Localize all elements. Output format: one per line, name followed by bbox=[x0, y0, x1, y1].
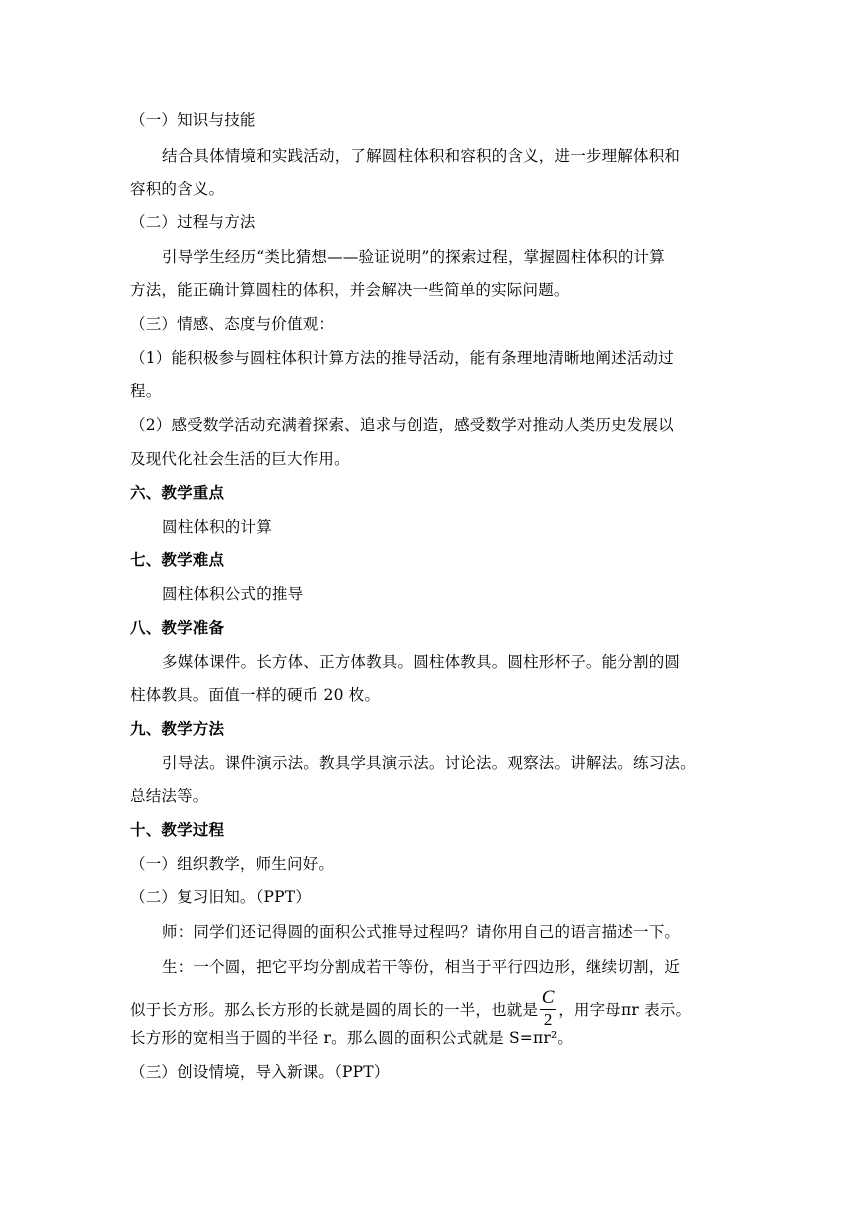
subsection-organize: （一）组织教学，师生问好。 bbox=[130, 855, 335, 873]
subsection-emotion-values: （三）情感、态度与价值观： bbox=[130, 315, 335, 333]
paragraph-line: 引导法。课件演示法。教具学具演示法。讨论法。观察法。讲解法。练习法。 bbox=[162, 754, 696, 772]
paragraph-line: 师：同学们还记得圆的面积公式推导过程吗？请你用自己的语言描述一下。 bbox=[162, 923, 681, 941]
subsection-process-methods: （二）过程与方法 bbox=[130, 213, 256, 231]
fraction-numerator: C bbox=[541, 987, 555, 1008]
heading-teaching-focus: 六、教学重点 bbox=[130, 484, 225, 502]
paragraph-line: 圆柱体积公式的推导 bbox=[162, 585, 304, 603]
paragraph-line: 及现代化社会生活的巨大作用。 bbox=[130, 450, 350, 468]
paragraph-line: 总结法等。 bbox=[130, 787, 209, 805]
paragraph-line: 程。 bbox=[130, 382, 162, 400]
heading-teaching-preparation: 八、教学准备 bbox=[130, 619, 225, 637]
paragraph-line: 方法，能正确计算圆柱的体积，并会解决一些简单的实际问题。 bbox=[130, 281, 570, 299]
text-segment: 似于长方形。那么长方形的长就是圆的周长的一半，也就是 bbox=[130, 1001, 539, 1019]
paragraph-line: 柱体教具。面值一样的硬币 20 枚。 bbox=[130, 686, 381, 704]
subsection-knowledge-skills: （一）知识与技能 bbox=[130, 111, 256, 129]
subsection-review: （二）复习旧知。（PPT） bbox=[130, 888, 312, 906]
list-item-1: （1）能积极参与圆柱体积计算方法的推导活动，能有条理地清晰地阐述活动过 bbox=[130, 349, 674, 367]
text-segment: ，用字母πr 表示。 bbox=[558, 1001, 692, 1019]
list-item-2: （2）感受数学活动充满着探索、追求与创造，感受数学对推动人类历史发展以 bbox=[130, 416, 674, 434]
heading-teaching-methods: 九、教学方法 bbox=[130, 720, 225, 738]
paragraph-line: 引导学生经历“类比猜想——验证说明”的探索过程，掌握圆柱体积的计算 bbox=[162, 248, 665, 266]
heading-teaching-difficulty: 七、教学难点 bbox=[130, 551, 225, 569]
paragraph-line: 圆柱体积的计算 bbox=[162, 518, 272, 536]
paragraph-line: 生：一个圆，把它平均分割成若干等份，相当于平行四边形，继续切割，近 bbox=[162, 958, 681, 976]
fraction-denominator: 2 bbox=[543, 1010, 553, 1029]
paragraph-line: 多媒体课件。长方体、正方体教具。圆柱体教具。圆柱形杯子。能分割的圆 bbox=[162, 653, 681, 671]
subsection-create-situation: （三）创设情境，导入新课。（PPT） bbox=[130, 1063, 390, 1081]
paragraph-line: 结合具体情境和实践活动，了解圆柱体积和容积的含义，进一步理解体积和 bbox=[162, 147, 681, 165]
fraction-c-over-2 bbox=[540, 988, 556, 1030]
paragraph-line: 长方形的宽相当于圆的半径 r。那么圆的面积公式就是 S=πr²。 bbox=[130, 1029, 574, 1047]
paragraph-line: 容积的含义。 bbox=[130, 180, 225, 198]
heading-teaching-process: 十、教学过程 bbox=[130, 821, 225, 839]
paragraph-line-with-fraction bbox=[130, 987, 740, 1032]
